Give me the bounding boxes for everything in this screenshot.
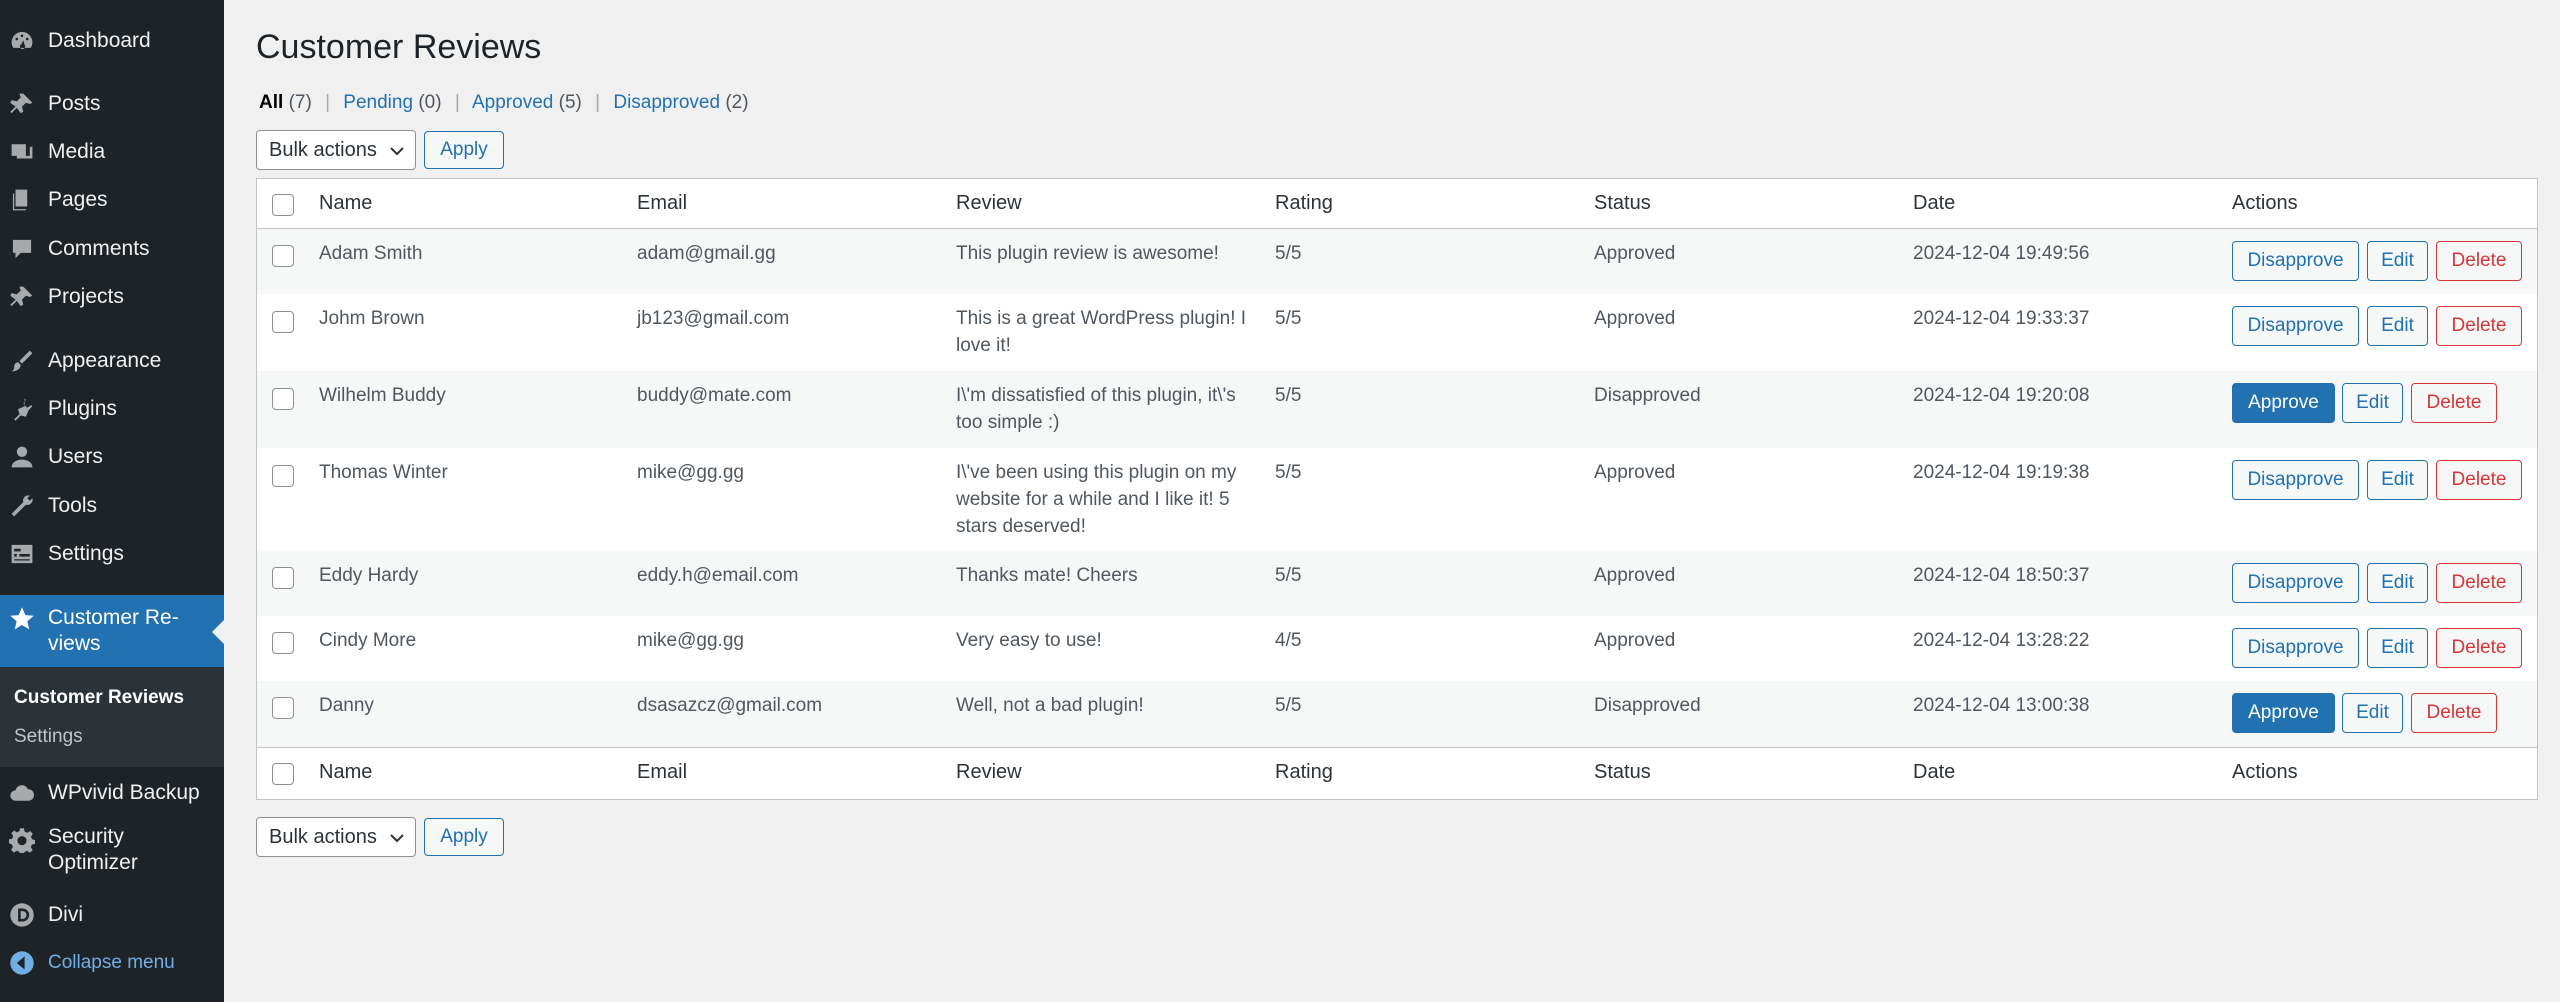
- review-rating: 5/5: [1275, 243, 1302, 264]
- column-header-date[interactable]: Date: [1913, 192, 1956, 214]
- settings-icon: [8, 540, 36, 568]
- row-checkbox[interactable]: [272, 465, 294, 487]
- bulk-actions-select[interactable]: [256, 130, 416, 170]
- review-email: jb123@gmail.com: [637, 308, 790, 329]
- sidebar-item-label: Settings: [48, 542, 124, 565]
- sidebar-item-projects[interactable]: [0, 275, 224, 319]
- pushpin-icon: [8, 283, 36, 311]
- collapse-icon: [8, 949, 36, 977]
- filter-separator: |: [454, 92, 460, 113]
- disapprove-button[interactable]: Disapprove: [2232, 460, 2359, 500]
- wrench-icon: [8, 492, 36, 520]
- sidebar-item-security-optimizer[interactable]: [0, 824, 224, 880]
- review-status: Approved: [1594, 630, 1676, 651]
- sidebar-item-label: Projects: [48, 285, 124, 308]
- delete-button[interactable]: Delete: [2436, 241, 2522, 281]
- edit-button[interactable]: Edit: [2367, 241, 2428, 281]
- review-date: 2024-12-04 19:20:08: [1913, 385, 2090, 406]
- sidebar-item-pages[interactable]: [0, 178, 224, 222]
- admin-sidebar: [0, 0, 224, 1002]
- filter-approved[interactable]: Approved: [472, 92, 554, 113]
- review-date: 2024-12-04 19:33:37: [1913, 308, 2090, 329]
- column-header-review[interactable]: Review: [956, 192, 1022, 214]
- sidebar-item-label: WPvivid Backup: [48, 781, 200, 804]
- table-row: [257, 616, 2537, 681]
- sidebar-item-tools[interactable]: [0, 484, 224, 528]
- filter-approved-count: (5): [558, 92, 582, 113]
- select-all-checkbox[interactable]: [272, 763, 294, 785]
- approve-button[interactable]: Approve: [2232, 693, 2335, 733]
- review-text: This is a great WordPress plugin! I love it!: [956, 308, 1247, 356]
- column-header-actions: Actions: [2232, 192, 2298, 214]
- edit-button[interactable]: Edit: [2367, 628, 2428, 668]
- review-name: Thomas Winter: [319, 462, 448, 483]
- review-date: 2024-12-04 18:50:37: [1913, 565, 2090, 586]
- apply-button[interactable]: Apply: [424, 131, 504, 169]
- row-checkbox[interactable]: [272, 388, 294, 410]
- column-header-rating[interactable]: Rating: [1275, 192, 1333, 214]
- bulk-actions-select[interactable]: [256, 817, 416, 857]
- disapprove-button[interactable]: Disapprove: [2232, 241, 2359, 281]
- review-email: adam@gmail.gg: [637, 243, 776, 264]
- column-footer-name[interactable]: Name: [319, 761, 373, 783]
- review-name: Cindy More: [319, 630, 417, 651]
- review-date: 2024-12-04 19:19:38: [1913, 462, 2090, 483]
- active-indicator-arrow: [212, 620, 224, 644]
- column-footer-status[interactable]: Status: [1594, 761, 1651, 783]
- review-text: Well, not a bad plugin!: [956, 695, 1144, 716]
- review-text: I\'ve been using this plugin on my website for a while and I like it! 5 stars deserved!: [956, 462, 1237, 537]
- review-date: 2024-12-04 19:49:56: [1913, 243, 2090, 264]
- user-icon: [8, 443, 36, 471]
- cloud-icon: [8, 779, 36, 807]
- select-all-checkbox[interactable]: [272, 194, 294, 216]
- review-rating: 4/5: [1275, 630, 1302, 651]
- delete-button[interactable]: Delete: [2436, 628, 2522, 668]
- filter-separator: |: [595, 92, 601, 113]
- sidebar-item-label: Comments: [48, 237, 150, 260]
- sidebar-submenu: [0, 667, 224, 767]
- table-row: [257, 294, 2537, 371]
- review-date: 2024-12-04 13:00:38: [1913, 695, 2090, 716]
- column-header-name[interactable]: Name: [319, 192, 373, 214]
- sidebar-item-posts[interactable]: [0, 82, 224, 126]
- submenu-item-settings[interactable]: Settings: [14, 726, 83, 747]
- collapse-menu-button[interactable]: [0, 941, 224, 985]
- row-checkbox[interactable]: [272, 245, 294, 267]
- column-footer-date[interactable]: Date: [1913, 761, 1956, 783]
- filter-disapproved[interactable]: Disapproved: [613, 92, 721, 113]
- review-rating: 5/5: [1275, 385, 1302, 406]
- star-icon: [8, 605, 36, 633]
- disapprove-button[interactable]: Disapprove: [2232, 563, 2359, 603]
- sidebar-item-appearance[interactable]: [0, 339, 224, 383]
- sidebar-item-label: Security Optimizer: [48, 825, 138, 874]
- edit-button[interactable]: Edit: [2367, 460, 2428, 500]
- gear-icon: [8, 826, 36, 854]
- review-text: Thanks mate! Cheers: [956, 565, 1138, 586]
- tablenav-bottom: [256, 817, 516, 857]
- column-footer-email[interactable]: Email: [637, 761, 688, 783]
- review-status: Disapproved: [1594, 385, 1701, 406]
- review-name: Eddy Hardy: [319, 565, 419, 586]
- sidebar-item-comments[interactable]: [0, 227, 224, 271]
- table-header-row: [257, 179, 2537, 229]
- apply-button[interactable]: Apply: [424, 818, 504, 856]
- sidebar-item-label: Divi: [48, 903, 83, 926]
- review-status: Approved: [1594, 308, 1676, 329]
- sidebar-item-label: Posts: [48, 92, 101, 115]
- review-rating: 5/5: [1275, 565, 1302, 586]
- sidebar-item-wpvivid-backup[interactable]: [0, 771, 224, 815]
- chevron-down-icon: [389, 143, 405, 159]
- review-rating: 5/5: [1275, 308, 1302, 329]
- delete-button[interactable]: Delete: [2436, 306, 2522, 346]
- dashboard-icon: [8, 27, 36, 55]
- table-row: [257, 681, 2537, 747]
- review-name: Johm Brown: [319, 308, 425, 329]
- review-status: Approved: [1594, 565, 1676, 586]
- main-content: [224, 0, 2560, 1002]
- sidebar-item-label: Media: [48, 140, 106, 163]
- review-email: eddy.h@email.com: [637, 565, 799, 586]
- sidebar-item-settings[interactable]: [0, 532, 224, 576]
- row-checkbox[interactable]: [272, 311, 294, 333]
- sidebar-item-label: Plugins: [48, 397, 117, 420]
- reviews-table: [256, 178, 2538, 800]
- review-email: mike@gg.gg: [637, 462, 744, 483]
- table-footer-row: [257, 747, 2537, 799]
- sidebar-item-divi[interactable]: [0, 893, 224, 937]
- review-name: Danny: [319, 695, 374, 716]
- column-footer-review[interactable]: Review: [956, 761, 1022, 783]
- plugin-icon: [8, 395, 36, 423]
- chevron-down-icon: [389, 830, 405, 846]
- edit-button[interactable]: Edit: [2367, 563, 2428, 603]
- pushpin-icon: [8, 90, 36, 118]
- review-email: mike@gg.gg: [637, 630, 744, 651]
- review-date: 2024-12-04 13:28:22: [1913, 630, 2090, 651]
- brush-icon: [8, 347, 36, 375]
- edit-button[interactable]: Edit: [2342, 383, 2403, 423]
- review-text: This plugin review is awesome!: [956, 243, 1219, 264]
- bulk-actions-label: Bulk actions: [269, 138, 377, 161]
- filter-separator: |: [325, 92, 331, 113]
- table-row: [257, 448, 2537, 551]
- approve-button[interactable]: Approve: [2232, 383, 2335, 423]
- sidebar-item-customer-reviews[interactable]: [0, 595, 224, 667]
- review-rating: 5/5: [1275, 695, 1302, 716]
- filter-disapproved-count: (2): [725, 92, 749, 113]
- divi-icon: [8, 901, 36, 929]
- delete-button[interactable]: Delete: [2436, 563, 2522, 603]
- filter-all[interactable]: All: [259, 92, 284, 113]
- pages-icon: [8, 186, 36, 214]
- column-footer-rating[interactable]: Rating: [1275, 761, 1333, 783]
- row-checkbox[interactable]: [272, 567, 294, 589]
- review-status: Disapproved: [1594, 695, 1701, 716]
- sidebar-item-media[interactable]: [0, 130, 224, 174]
- review-email: buddy@mate.com: [637, 385, 792, 406]
- filter-pending[interactable]: Pending: [343, 92, 414, 113]
- disapprove-button[interactable]: Disapprove: [2232, 306, 2359, 346]
- comments-icon: [8, 235, 36, 263]
- sidebar-item-plugins[interactable]: [0, 387, 224, 431]
- filter-pending-count: (0): [418, 92, 442, 113]
- delete-button[interactable]: Delete: [2411, 383, 2497, 423]
- sidebar-item-dashboard[interactable]: [0, 19, 224, 63]
- review-email: dsasazcz@gmail.com: [637, 695, 823, 716]
- media-icon: [8, 138, 36, 166]
- table-row: [257, 229, 2537, 294]
- delete-button[interactable]: Delete: [2411, 693, 2497, 733]
- filter-all-count: (7): [288, 92, 312, 113]
- sidebar-item-label: Appearance: [48, 349, 162, 372]
- row-checkbox[interactable]: [272, 632, 294, 654]
- column-header-email[interactable]: Email: [637, 192, 688, 214]
- review-status: Approved: [1594, 462, 1676, 483]
- page-title: Customer Reviews: [256, 28, 542, 66]
- row-checkbox[interactable]: [272, 697, 294, 719]
- submenu-item-customer-reviews[interactable]: Customer Reviews: [14, 687, 185, 708]
- review-text: I\'m dissatisfied of this plugin, it\'s too simple :): [956, 385, 1236, 433]
- review-rating: 5/5: [1275, 462, 1302, 483]
- sidebar-item-label: Tools: [48, 494, 98, 517]
- sidebar-item-label: Pages: [48, 188, 108, 211]
- sidebar-item-label: Customer Re-views: [48, 606, 179, 655]
- sidebar-item-label: Dashboard: [48, 29, 151, 52]
- review-name: Wilhelm Buddy: [319, 385, 446, 406]
- sidebar-item-label: Users: [48, 445, 103, 468]
- review-name: Adam Smith: [319, 243, 423, 264]
- sidebar-item-label: Collapse menu: [48, 952, 175, 973]
- bulk-actions-label: Bulk actions: [269, 825, 377, 848]
- table-row: [257, 371, 2537, 448]
- delete-button[interactable]: Delete: [2436, 460, 2522, 500]
- sidebar-item-users[interactable]: [0, 435, 224, 479]
- review-text: Very easy to use!: [956, 630, 1102, 651]
- column-header-status[interactable]: Status: [1594, 192, 1651, 214]
- tablenav-top: [256, 130, 516, 170]
- column-footer-actions: Actions: [2232, 761, 2298, 783]
- review-status: Approved: [1594, 243, 1676, 264]
- table-row: [257, 551, 2537, 616]
- edit-button[interactable]: Edit: [2367, 306, 2428, 346]
- disapprove-button[interactable]: Disapprove: [2232, 628, 2359, 668]
- status-filters: [259, 92, 749, 114]
- edit-button[interactable]: Edit: [2342, 693, 2403, 733]
